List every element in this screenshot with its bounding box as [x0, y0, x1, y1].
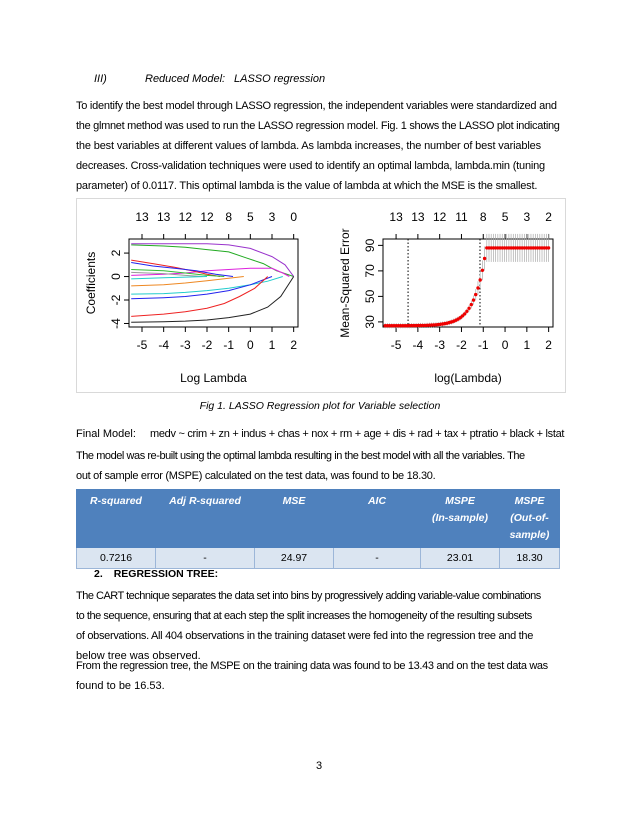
top-tick-label: 13 — [389, 210, 403, 224]
y-tick-label: 90 — [363, 238, 378, 253]
final-model — [76, 424, 566, 444]
figure-caption: Fig 1. LASSO Regression plot for Variable selection — [199, 400, 441, 412]
mse-point — [483, 257, 486, 260]
header-mspe-out: MSPE (Out-of-sample) — [500, 490, 560, 548]
top-tick-label: 8 — [479, 210, 487, 224]
cart-line: of observations. All 404 observations in the training dataset were fed into the regression tree and the — [76, 630, 534, 642]
mse-point — [547, 246, 550, 249]
y-axis-label: Coefficients — [84, 251, 98, 315]
cell-mspe-out: 18.30 — [500, 548, 560, 569]
cell-adj-r-squared: - — [156, 548, 255, 569]
top-tick-label: 8 — [225, 210, 233, 224]
x-tick-label: -3 — [434, 338, 446, 352]
heading-method: LASSO regression — [234, 73, 326, 85]
results-row — [77, 548, 560, 569]
mse-point — [474, 293, 477, 296]
rebuilt-paragraph — [76, 446, 566, 486]
y-tick-label: 0 — [109, 273, 124, 280]
tree-paragraph — [76, 656, 566, 696]
subsection-heading — [94, 73, 326, 85]
tree-line: From the regression tree, the MSPE on the training data was found to be 13.43 and on the test data was — [76, 660, 548, 672]
intro-line: decreases. Cross-validation techniques were used to identify an optimal lambda, lambda.min (tuning — [76, 160, 545, 172]
cell-r-squared: 0.7216 — [77, 548, 156, 569]
x-tick-label: -2 — [456, 338, 467, 352]
page-number: 3 — [315, 760, 323, 772]
mse-point — [472, 298, 475, 301]
coef-path-red — [131, 277, 268, 317]
heading-label: Reduced Model: — [145, 73, 226, 85]
header-mse: MSE — [255, 490, 334, 548]
cell-aic: - — [334, 548, 421, 569]
coef-path-black — [131, 277, 294, 323]
results-table — [76, 489, 560, 569]
heading-numeral: III) — [94, 73, 107, 85]
x-tick-label: 2 — [545, 338, 552, 352]
top-tick-label: 13 — [411, 210, 425, 224]
intro-line: the best variables at different values of lambda. As lambda increases, the number of best variables — [76, 140, 541, 152]
section-2-number: 2. — [94, 568, 103, 580]
section-2-title: REGRESSION TREE: — [113, 568, 219, 580]
top-tick-label: 13 — [135, 210, 149, 224]
top-tick-label: 12 — [432, 210, 447, 224]
intro-line: To identify the best model through LASSO regression, the independent variables were standardized and — [76, 100, 557, 112]
top-tick-label: 2 — [545, 210, 552, 224]
x-tick-label: -1 — [477, 338, 489, 352]
x-tick-label: 1 — [523, 338, 531, 352]
y-tick-label: 2 — [109, 249, 124, 257]
x-tick-label: -4 — [412, 338, 424, 352]
mse-point — [479, 278, 482, 281]
intro-line: the glmnet method was used to run the LASSO regression model. Fig. 1 shows the LASSO plot indicating — [76, 120, 560, 132]
lasso-figure-svg — [77, 199, 565, 392]
top-tick-label: 5 — [501, 210, 509, 224]
final-model-label: Final Model: — [76, 428, 136, 440]
cell-mse: 24.97 — [255, 548, 334, 569]
x-tick-label: -3 — [179, 338, 191, 352]
top-tick-label: 0 — [290, 210, 298, 224]
x-tick-label: -4 — [158, 338, 170, 352]
section-2-heading — [94, 568, 218, 580]
cart-line: The CART technique separates the data set into bins by progressively adding variable-value combinations — [76, 590, 541, 602]
header-r-squared: R-squared — [77, 490, 156, 548]
header-adj-r-squared: Adj R-squared — [156, 490, 255, 548]
cart-line: to the sequence, ensuring that at each step the split increases the homogeneity of the resulting subsets — [76, 610, 532, 622]
mse-point — [465, 310, 468, 313]
rebuilt-line: out of sample error (MSPE) calculated on the test data, was found to be 18.30. — [76, 470, 436, 482]
mse-point — [476, 286, 479, 289]
mse-point — [463, 312, 466, 315]
y-tick-label: -2 — [109, 294, 124, 306]
top-tick-label: 12 — [200, 210, 214, 224]
top-tick-label: 5 — [246, 210, 254, 224]
y-tick-label: 70 — [363, 264, 378, 278]
x-tick-label: -1 — [223, 338, 235, 352]
cell-mspe-in: 23.01 — [421, 548, 500, 569]
mse-point — [470, 303, 473, 306]
cart-line: below tree was observed. — [76, 650, 201, 662]
x-tick-label: -5 — [136, 338, 148, 352]
y-tick-label: 30 — [363, 315, 378, 329]
plot-box-1 — [129, 239, 298, 327]
x-axis-label: log(Lambda) — [434, 371, 502, 385]
x-tick-label: 1 — [268, 338, 276, 352]
y-tick-label: 50 — [363, 289, 378, 304]
x-tick-label: 0 — [501, 338, 509, 352]
top-tick-label: 13 — [156, 210, 171, 224]
mse-point — [481, 269, 484, 272]
tree-line: found to be 16.53. — [76, 680, 165, 692]
lasso-figure — [76, 198, 566, 393]
mse-point — [467, 307, 470, 310]
intro-line: parameter) of 0.0117. This optimal lambda is the value of lambda at which the MSE is the smallest. — [76, 180, 538, 192]
header-mspe-in: MSPE (In-sample) — [421, 490, 500, 548]
results-header-row — [77, 490, 560, 548]
header-aic: AIC — [334, 490, 421, 548]
top-tick-label: 11 — [455, 210, 468, 224]
x-axis-label: Log Lambda — [180, 371, 247, 385]
y-tick-label: -4 — [109, 318, 124, 329]
intro-paragraph — [76, 96, 566, 196]
cart-paragraph — [76, 586, 566, 666]
top-tick-label: 12 — [178, 210, 193, 224]
x-tick-label: 0 — [246, 338, 254, 352]
top-tick-label: 3 — [268, 210, 276, 224]
y-axis-label: Mean-Squared Error — [338, 228, 352, 338]
coef-path-cyan-small — [131, 277, 207, 279]
coef-path-green — [131, 245, 294, 277]
final-model-formula: medv ~ crim + zn + indus + chas + nox + rm + age + dis + rad + tax + ptratio + black + lstat — [150, 428, 565, 440]
x-tick-label: -5 — [390, 338, 402, 352]
coef-path-blue — [131, 277, 272, 299]
x-tick-label: -2 — [201, 338, 213, 352]
top-tick-label: 3 — [523, 210, 531, 224]
x-tick-label: 2 — [290, 338, 298, 352]
rebuilt-line: The model was re-built using the optimal lambda resulting in the best model with all the variables. The — [76, 450, 525, 462]
coef-path-purple — [131, 244, 294, 277]
